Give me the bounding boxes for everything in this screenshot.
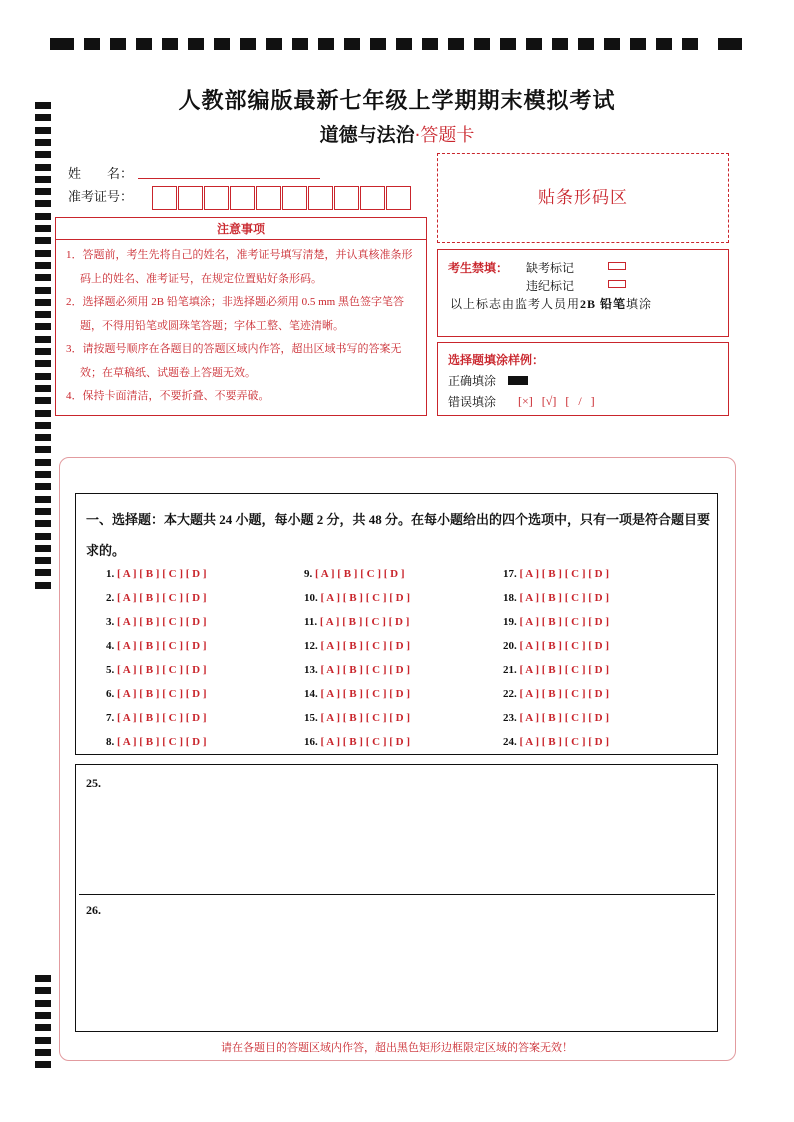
timing-mark: [630, 38, 646, 50]
choice-question-row[interactable]: [304, 658, 410, 682]
timing-mark: [35, 164, 51, 171]
choice-question-row[interactable]: [106, 658, 207, 682]
choice-question-row[interactable]: [106, 586, 207, 610]
exam-subject: [0, 120, 794, 147]
notice-item: 1．答题前，考生先将自己的姓名，准考证号填写清楚，并认真核准条形码上的姓名、准考证号，在规定位置贴好条形码。: [66, 249, 413, 285]
wrong-fill-label: 错误填涂: [448, 395, 497, 409]
answer-options[interactable]: [ A ] [ B ] [ C ] [ D ]: [320, 640, 411, 652]
answer-options[interactable]: [ A ] [ B ] [ C ] [ D ]: [519, 712, 610, 724]
timing-mark: [422, 38, 438, 50]
choice-question-row[interactable]: [503, 562, 609, 586]
question-25-label: 25.: [86, 776, 101, 790]
timing-mark: [35, 262, 51, 269]
choice-question-row[interactable]: [503, 730, 609, 754]
question-number: 14.: [304, 688, 321, 700]
id-digit-box[interactable]: [360, 186, 385, 210]
timing-mark: [35, 975, 51, 982]
question-number: 10.: [304, 592, 321, 604]
timing-mark: [35, 299, 51, 306]
choice-question-row[interactable]: [503, 658, 609, 682]
timing-mark: [35, 373, 51, 380]
timing-mark: [35, 459, 51, 466]
short-answer-box: [75, 764, 718, 1032]
answer-options[interactable]: [ A ] [ B ] [ C ] [ D ]: [315, 568, 405, 580]
choice-question-row[interactable]: [503, 610, 609, 634]
answer-options[interactable]: [ A ] [ B ] [ C ] [ D ]: [519, 736, 610, 748]
timing-mark: [35, 508, 51, 515]
timing-mark: [526, 38, 542, 50]
proctor-label: 考生禁填：: [448, 261, 509, 275]
answer-options[interactable]: [ A ] [ B ] [ C ] [ D ]: [117, 664, 207, 676]
choice-question-row[interactable]: [304, 610, 410, 634]
timing-mark: [604, 38, 620, 50]
timing-mark: [35, 237, 51, 244]
choice-question-row[interactable]: [106, 610, 207, 634]
choice-question-row[interactable]: [304, 634, 410, 658]
timing-mark: [500, 38, 516, 50]
choice-question-row[interactable]: [304, 562, 410, 586]
choice-question-row[interactable]: [503, 682, 609, 706]
timing-mark: [35, 446, 51, 453]
question-number: 2.: [106, 592, 117, 604]
timing-mark: [136, 38, 152, 50]
violation-mark-label: 违纪标记: [526, 279, 575, 293]
question-number: 23.: [503, 712, 520, 724]
correct-fill-label: 正确填涂: [448, 374, 497, 388]
timing-mark: [188, 38, 204, 50]
notice-item: 2．选择题必须用 2B 铅笔填涂；非选择题必须用 0.5 mm 黑色签字笔答题，不得用铅笔或圆珠笔答题；字体工整、笔迹清晰。: [66, 296, 404, 332]
answer-card-label: ·答题卡: [414, 125, 475, 146]
question-number: 21.: [503, 664, 520, 676]
timing-mark: [35, 336, 51, 343]
choice-question-row[interactable]: [106, 706, 207, 730]
timing-mark: [35, 348, 51, 355]
timing-mark: [35, 557, 51, 564]
question-number: 3.: [106, 616, 117, 628]
notice-item: 3．请按题号顺序在各题目的答题区域内作答，超出区域书写的答案无效；在草稿纸、试题卷上答题无效。: [66, 343, 402, 379]
timing-mark: [266, 38, 282, 50]
id-digit-box[interactable]: [308, 186, 333, 210]
answer-options[interactable]: [ A ] [ B ] [ C ] [ D ]: [117, 616, 207, 628]
answer-options[interactable]: [ A ] [ B ] [ C ] [ D ]: [117, 736, 207, 748]
choice-question-row[interactable]: [503, 706, 609, 730]
timing-mark: [35, 323, 51, 330]
timing-mark: [718, 38, 742, 50]
notice-heading: 注意事项: [56, 218, 426, 240]
timing-mark: [214, 38, 230, 50]
timing-mark: [578, 38, 594, 50]
question-number: 17.: [503, 568, 520, 580]
name-label: 姓 名：: [68, 166, 134, 181]
choice-question-row[interactable]: [503, 586, 609, 610]
id-digit-box[interactable]: [152, 186, 177, 210]
choice-column-2: [304, 562, 410, 754]
answer-options[interactable]: [ A ] [ B ] [ C ] [ D ]: [320, 736, 411, 748]
question-number: 13.: [304, 664, 321, 676]
proctor-note-prefix: 以上标志由监考人员用: [450, 297, 581, 311]
timing-mark: [35, 213, 51, 220]
answer-options[interactable]: [ A ] [ B ] [ C ] [ D ]: [117, 712, 207, 724]
timing-mark: [84, 38, 100, 50]
choice-section-intro: 一、选择题：本大题共 24 小题，每小题 2 分，共 48 分。在每小题给出的四个选项中，只有一项是符合题目要求的。: [86, 512, 711, 558]
question-number: 6.: [106, 688, 117, 700]
absent-mark-box[interactable]: [608, 262, 626, 270]
answer-options[interactable]: [ A ] [ B ] [ C ] [ D ]: [519, 616, 610, 628]
answer-options[interactable]: [ A ] [ B ] [ C ] [ D ]: [519, 640, 610, 652]
timing-mark: [35, 483, 51, 490]
question-number: 5.: [106, 664, 117, 676]
proctor-note-bold: 2B 铅笔: [580, 297, 627, 311]
timing-mark: [448, 38, 464, 50]
timing-mark: [35, 987, 51, 994]
timing-mark: [35, 360, 51, 367]
choice-question-row[interactable]: [106, 562, 207, 586]
timing-mark: [50, 38, 74, 50]
question-number: 7.: [106, 712, 117, 724]
question-number: 11.: [304, 616, 320, 628]
timing-mark: [35, 385, 51, 392]
timing-mark: [35, 250, 51, 257]
timing-mark: [318, 38, 334, 50]
answer-options[interactable]: [ A ] [ B ] [ C ] [ D ]: [320, 592, 411, 604]
barcode-area: 贴条形码区: [437, 153, 729, 243]
timing-mark: [35, 533, 51, 540]
timing-mark: [240, 38, 256, 50]
short-answer-divider: [79, 894, 715, 895]
proctor-note: [450, 295, 652, 312]
correct-fill-mark: [508, 376, 528, 385]
top-timing-marks: [50, 38, 744, 52]
answer-options[interactable]: [ A ] [ B ] [ C ] [ D ]: [519, 592, 610, 604]
id-digit-box[interactable]: [204, 186, 229, 210]
answer-options[interactable]: [ A ] [ B ] [ C ] [ D ]: [519, 664, 610, 676]
answer-options[interactable]: [ A ] [ B ] [ C ] [ D ]: [320, 664, 411, 676]
question-number: 4.: [106, 640, 117, 652]
id-digit-box[interactable]: [282, 186, 307, 210]
timing-mark: [35, 496, 51, 503]
choice-question-row[interactable]: [304, 706, 410, 730]
timing-mark: [35, 1012, 51, 1019]
timing-mark: [370, 38, 386, 50]
answer-options[interactable]: [ A ] [ B ] [ C ] [ D ]: [519, 688, 610, 700]
notice-item: 4．保持卡面清洁，不要折叠、不要弄破。: [66, 390, 270, 402]
timing-mark: [344, 38, 360, 50]
timing-mark: [396, 38, 412, 50]
fill-sample-box: [437, 342, 729, 416]
timing-mark: [292, 38, 308, 50]
timing-mark: [35, 569, 51, 576]
notice-box: [55, 217, 427, 416]
id-digit-box[interactable]: [334, 186, 359, 210]
question-number: 1.: [106, 568, 117, 580]
wrong-fill-marks: [×] [√] [ / ]: [518, 394, 595, 408]
timing-mark: [35, 520, 51, 527]
timing-mark: [656, 38, 672, 50]
question-number: 15.: [304, 712, 321, 724]
choice-question-row[interactable]: [106, 730, 207, 754]
timing-mark: [35, 151, 51, 158]
timing-mark: [110, 38, 126, 50]
timing-mark: [35, 225, 51, 232]
answer-options[interactable]: [ A ] [ B ] [ C ] [ D ]: [117, 640, 207, 652]
timing-mark: [35, 1024, 51, 1031]
left-timing-marks-top: [35, 102, 51, 602]
absent-mark-label: 缺考标记: [526, 261, 575, 275]
timing-mark: [35, 434, 51, 441]
question-number: 19.: [503, 616, 520, 628]
timing-mark: [35, 188, 51, 195]
proctor-only-box: [437, 249, 729, 337]
id-digit-box[interactable]: [178, 186, 203, 210]
exam-id-boxes[interactable]: [152, 186, 412, 210]
timing-mark: [35, 471, 51, 478]
timing-mark: [35, 274, 51, 281]
question-number: 18.: [503, 592, 520, 604]
timing-mark: [35, 545, 51, 552]
choice-column-1: [106, 562, 207, 754]
timing-mark: [552, 38, 568, 50]
choice-question-row[interactable]: [304, 682, 410, 706]
timing-mark: [35, 410, 51, 417]
timing-mark: [35, 311, 51, 318]
question-number: 16.: [304, 736, 321, 748]
choice-column-3: [503, 562, 609, 754]
id-label: 准考证号：: [68, 189, 134, 204]
answer-options[interactable]: [ A ] [ B ] [ C ] [ D ]: [320, 688, 411, 700]
id-digit-box[interactable]: [230, 186, 255, 210]
question-number: 12.: [304, 640, 321, 652]
answer-options[interactable]: [ A ] [ B ] [ C ] [ D ]: [519, 568, 610, 580]
id-digit-box[interactable]: [256, 186, 281, 210]
question-number: 20.: [503, 640, 520, 652]
footer-warning: 请在各题目的答题区域内作答，超出黑色矩形边框限定区域的答案无效！: [221, 1042, 573, 1054]
question-26-label: 26.: [86, 903, 101, 917]
name-field[interactable]: [138, 178, 320, 179]
answer-options[interactable]: [ A ] [ B ] [ C ] [ D ]: [117, 688, 207, 700]
question-number: 9.: [304, 568, 315, 580]
timing-mark: [35, 176, 51, 183]
answer-options[interactable]: [ A ] [ B ] [ C ] [ D ]: [320, 712, 411, 724]
choice-question-row[interactable]: [304, 586, 410, 610]
timing-mark: [35, 287, 51, 294]
timing-mark: [682, 38, 698, 50]
timing-mark: [35, 1061, 51, 1068]
id-digit-box[interactable]: [386, 186, 411, 210]
timing-mark: [35, 582, 51, 589]
proctor-note-suffix: 填涂: [626, 297, 653, 311]
choice-question-row[interactable]: [503, 634, 609, 658]
timing-mark: [162, 38, 178, 50]
answer-options[interactable]: [ A ] [ B ] [ C ] [ D ]: [117, 568, 207, 580]
choice-question-row[interactable]: [106, 682, 207, 706]
answer-options[interactable]: [ A ] [ B ] [ C ] [ D ]: [117, 592, 207, 604]
timing-mark: [35, 200, 51, 207]
timing-mark: [35, 422, 51, 429]
choice-question-row[interactable]: [106, 634, 207, 658]
timing-mark: [474, 38, 490, 50]
exam-title: 人教部编版最新七年级上学期期末模拟考试: [178, 89, 616, 114]
question-number: 8.: [106, 736, 117, 748]
timing-mark: [35, 1000, 51, 1007]
question-number: 22.: [503, 688, 520, 700]
question-number: 24.: [503, 736, 520, 748]
violation-mark-box[interactable]: [608, 280, 626, 288]
choice-question-row[interactable]: [304, 730, 410, 754]
timing-mark: [35, 397, 51, 404]
subject-name: 道德与法治: [319, 124, 415, 146]
answer-options[interactable]: [ A ] [ B ] [ C ] [ D ]: [319, 616, 410, 628]
fill-sample-label: 选择题填涂样例：: [448, 353, 545, 367]
